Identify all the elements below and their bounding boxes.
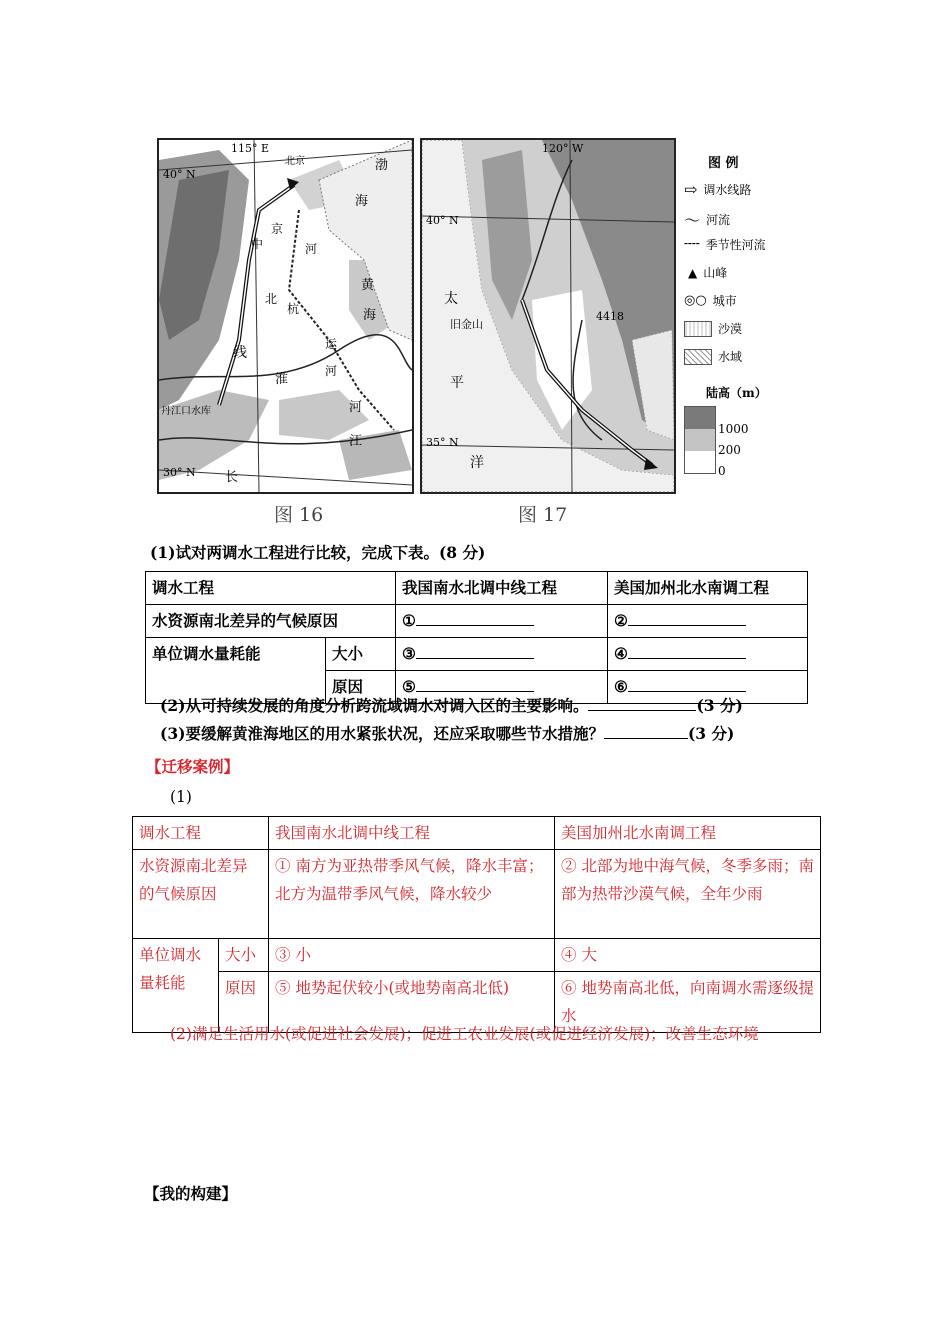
map16-label-reservoir: 丹江口水库 [161,406,211,417]
map16-label-yun: 运 [325,337,338,351]
map16-label-chang: 长 [225,470,239,485]
question-2-score: (3 分) [696,696,743,715]
map16-label-sea-huang: 黄 [361,278,375,293]
map16-label-bei: 北 [265,292,278,306]
question-2-text: (2)从可持续发展的角度分析跨流域调水对调入区的主要影响。 [160,696,589,715]
answer-number: (1) [170,788,192,806]
row-label: 单位调水量耗能 [146,638,326,704]
elevation-tick-0: 0 [718,464,726,478]
water-swatch-icon [684,349,712,365]
map16-lat-top-label: 40° N [163,168,196,181]
question-1-text: (1)试对两调水工程进行比较，完成下表。(8 分) [150,543,486,562]
map16-label-jing: 京 [271,222,284,236]
question-3 [160,722,734,744]
sub-label: 原因 [326,671,396,704]
map16-label-xian: 线 [233,345,247,361]
elevation-tick-200: 200 [718,443,741,457]
answer-blank-4[interactable]: ④ [608,638,808,671]
elevation-tick-1000: 1000 [718,422,749,436]
map17-ocean-2: 平 [450,375,464,391]
map-figure-16 [157,138,414,494]
sub-label: 大小 [326,638,396,671]
question-3-blank[interactable] [604,738,688,739]
footer-heading: 【我的构建】 [144,1184,238,1203]
map16-label-he: 河 [305,242,318,256]
figure-16-caption: 图 16 [274,504,324,526]
legend-item-water: 水域 [684,348,742,365]
map16-label-zhong: 中 [251,237,264,251]
question-2-blank[interactable] [588,710,696,711]
desert-swatch-icon [684,321,712,337]
map16-label-sea-hai: 海 [355,194,369,209]
answer-cell: ④ 大 [555,939,821,972]
answer-heading: 【迁移案例】 [146,757,240,776]
map16-label-sea-bo: 渤 [375,158,389,173]
sub-label: 原因 [219,972,269,1033]
legend-item-seasonal-river: ╌╌ 季节性河流 [684,237,766,252]
legend-item-river: 〜 河流 [684,208,730,231]
map17-ocean-1: 太 [444,291,458,307]
figure-17-caption: 图 17 [518,504,568,526]
header-cell: 调水工程 [133,817,269,850]
header-cell: 我国南水北调中线工程 [396,572,608,605]
peak-icon: ▲ [688,265,698,280]
table-row [133,850,821,939]
table-row [146,572,808,605]
map16-lon-label: 115° E [231,142,270,155]
map16-label-hang: 杭 [287,302,300,316]
map16-label-he2: 河 [325,364,338,378]
answer-blank-6[interactable]: ⑥ [608,671,808,704]
question-3-score: (3 分) [687,724,735,743]
map16-label-sea-hai2: 海 [363,308,377,323]
legend-item-peak: ▲ 山峰 [688,265,728,280]
answer-cell: ③ 小 [269,939,555,972]
answer-cell: ⑥ 地势南高北低，向南调水需逐级提水 [555,972,821,1033]
answer-cell: ② 北部为地中海气候，冬季多雨；南部为热带沙漠气候，全年少雨 [555,850,821,939]
legend-item-route: ⇨ 调水线路 [684,180,752,199]
map-legend [682,150,802,490]
answer-table [132,816,821,1033]
map17-peak-label: 4418 [596,310,624,323]
row-label: 单位调水量耗能 [133,939,219,1033]
answer-blank-3[interactable]: ③ [396,638,608,671]
map16-label-jiang: 江 [349,434,363,449]
row-label: 水资源南北差异的气候原因 [146,605,396,638]
map17-lat2-label: 35° N [426,436,459,449]
map17-ocean-3: 洋 [470,455,484,471]
header-cell: 调水工程 [146,572,396,605]
seasonal-river-icon: ╌╌ [684,237,700,252]
legend-elevation-title: 陆高（m） [706,386,767,400]
table-row [146,638,808,671]
answer-cell: ① 南方为亚热带季风气候，降水丰富；北方为温带季风气候，降水较少 [269,850,555,939]
answer-blank-1[interactable]: ① [396,605,608,638]
sub-label: 大小 [219,939,269,972]
table-row [133,939,821,972]
map16-label-huai: 淮 [275,372,289,387]
map16-label-he3: 河 [349,400,363,415]
legend-item-city: ◎○ 城市 [684,293,737,308]
route-arrow-icon: ⇨ [684,180,698,199]
city-icon: ◎○ [684,293,707,308]
answer-blank-2[interactable]: ② [608,605,808,638]
header-cell: 美国加州北水南调工程 [555,817,821,850]
table-row [133,817,821,850]
question-table [145,571,808,704]
table-row [146,605,808,638]
map17-lon-label: 120° W [542,142,584,155]
elevation-scale [684,406,716,474]
header-cell: 美国加州北水南调工程 [608,572,808,605]
question-3-text: (3)要缓解黄淮海地区的用水紧张状况，还应采取哪些节水措施？ [160,724,604,743]
map17-lat1-label: 40° N [426,214,459,227]
map-figure-17 [420,138,676,494]
map16-city-beijing: 北京 [285,156,305,167]
answer-blank-5[interactable]: ⑤ [396,671,608,704]
answer-2-text: (2)满足生活用水(或促进社会发展)；促进工农业发展(或促进经济发展)；改善生态环境 [170,1025,759,1043]
river-icon: 〜 [684,211,701,230]
answer-cell: ⑤ 地势起伏较小(或地势南高北低) [269,972,555,1033]
question-2 [160,694,743,716]
row-label: 水资源南北差异的气候原因 [133,850,269,939]
header-cell: 我国南水北调中线工程 [269,817,555,850]
map17-city-label: 旧金山 [450,318,483,331]
legend-title: 图 例 [708,156,739,171]
legend-item-desert: 沙漠 [684,320,742,337]
map16-lat-bottom-label: 30° N [163,466,196,479]
